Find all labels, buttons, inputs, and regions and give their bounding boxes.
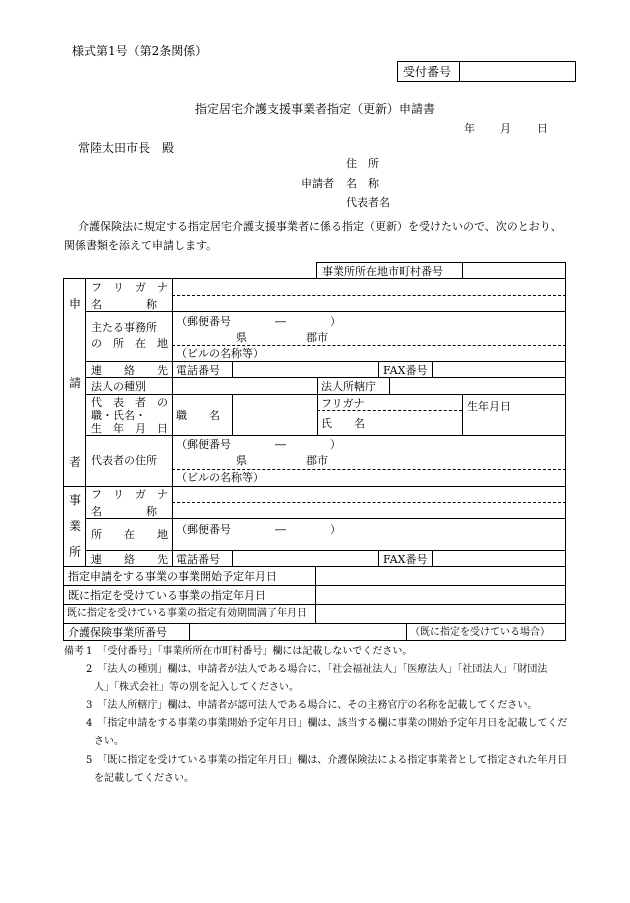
form-id: 様式第1号（第2条関係） — [72, 44, 208, 58]
note-2-cont: 人」「株式会社」等の別を記入してください。 — [94, 682, 299, 693]
date-month: 月 — [500, 122, 511, 135]
section-office-3: 所 — [69, 545, 82, 559]
furigana-label: フ リ ガ ナ — [91, 281, 168, 294]
office-furigana-field[interactable] — [173, 487, 565, 501]
note-5: 5 「既に指定を受けている事業の指定年月日」欄は、介護保険法による指定事業者として指定された年月日 — [86, 755, 568, 766]
rep-address-pref: 県 — [236, 454, 247, 467]
main-office-postal: （郵便番号 ― ） — [176, 315, 341, 328]
date-day: 日 — [537, 122, 548, 135]
note-3: 3 「法人所轄庁」欄は、申請者が認可法人である場合に、その主務官庁の名称を記載してください。 — [86, 700, 538, 711]
applicant-address-label: 住 所 — [346, 157, 379, 170]
insurance-note: （既に指定を受けている場合） — [410, 627, 550, 638]
phone-label: 電話番号 — [176, 364, 220, 377]
contact-label: 連 絡 先 — [91, 364, 168, 377]
note-4-cont: さい。 — [94, 736, 124, 747]
date-year: 年 — [464, 122, 475, 135]
office-furigana-label: フ リ ガ ナ — [91, 488, 168, 501]
insurance-number-field[interactable] — [190, 624, 405, 640]
office-phone-field[interactable] — [233, 551, 377, 565]
rep-address-building: （ビルの名称等） — [176, 471, 264, 484]
rep-address-label: 代表者の住所 — [91, 454, 157, 467]
rep-address-city: 郡市 — [306, 454, 328, 467]
rep-info-label-2: 職・氏名・ — [91, 409, 146, 422]
main-office-label-2: の 所 在 地 — [91, 337, 168, 350]
office-name-field[interactable] — [173, 503, 565, 517]
corp-authority-field[interactable] — [390, 378, 565, 393]
designated-date-label: 既に指定を受けている事業の指定年月日 — [68, 589, 266, 602]
municipal-code-label: 事業所所在地市町村番号 — [322, 265, 443, 278]
applicant-label: 申請者 — [301, 177, 334, 190]
position-label: 職 名 — [176, 409, 220, 422]
municipal-code-field[interactable] — [463, 263, 565, 278]
applicant-rep-label: 代表者名 — [346, 196, 390, 209]
receipt-label: 受付番号 — [403, 65, 452, 79]
office-phone-label: 電話番号 — [176, 553, 220, 566]
applicant-name-label: 名 称 — [346, 177, 379, 190]
designated-date-field[interactable] — [316, 586, 565, 603]
name-label: 名 称 — [91, 298, 157, 311]
applicant-name-field[interactable] — [173, 296, 565, 310]
office-contact-label: 連 絡 先 — [91, 553, 168, 566]
section-office-2: 業 — [69, 519, 82, 533]
office-fax-label: FAX番号 — [383, 553, 428, 566]
note-4: 4 「指定申請をする事業の事業開始予定年月日」欄は、該当する欄に事業の開始予定年月日を記載してくだ — [86, 718, 568, 729]
page-title: 指定居宅介護支援事業者指定（更新）申請書 — [195, 102, 436, 116]
main-office-building: （ビルの名称等） — [176, 347, 264, 360]
receipt-number-field[interactable] — [460, 62, 575, 81]
office-name-label: 名 称 — [91, 505, 157, 518]
office-fax-field[interactable] — [433, 551, 565, 565]
addressee: 常陸太田市長 殿 — [78, 141, 175, 155]
corp-authority-label: 法人所轄庁 — [321, 380, 376, 393]
intro-line-1: 介護保険法に規定する指定居宅介護支援事業者に係る指定（更新）を受けたいので、次のとおり、 — [78, 220, 562, 233]
start-date-field[interactable] — [316, 567, 565, 584]
main-office-city: 郡市 — [306, 331, 328, 344]
applicant-furigana-field[interactable] — [173, 279, 565, 294]
rep-info-label-3: 生 年 月 日 — [91, 422, 168, 435]
note-1: 1 「受付番号」「事業所所在市町村番号」欄には記載しないでください。 — [86, 646, 413, 657]
insurance-number-label: 介護保険事業所番号 — [68, 626, 167, 639]
start-date-label: 指定申請をする事業の事業開始予定年月日 — [68, 570, 277, 583]
expiry-date-field[interactable] — [316, 605, 565, 622]
office-location-label: 所 在 地 — [91, 528, 168, 541]
rep-name-label: 氏 名 — [321, 417, 365, 430]
fax-label: FAX番号 — [383, 364, 428, 377]
phone-field[interactable] — [233, 362, 377, 376]
position-field[interactable] — [233, 395, 316, 434]
expiry-date-label: 既に指定を受けている事業の指定有効期間満了年月日 — [67, 608, 307, 619]
section-applicant-3: 者 — [69, 455, 82, 469]
rep-info-label-1: 代 表 者 の — [91, 396, 168, 409]
notes-label: 備考 — [64, 646, 84, 657]
corp-type-label: 法人の種別 — [91, 380, 146, 393]
corp-type-field[interactable] — [173, 378, 316, 393]
section-office-1: 事 — [69, 493, 82, 507]
rep-address-postal: （郵便番号 ― ） — [176, 438, 341, 451]
section-applicant-2: 請 — [69, 376, 82, 390]
note-2: 2 「法人の種別」欄は、申請者が法人である場合に、「社会福祉法人」「医療法人」「社団法人」「財団法 — [86, 664, 548, 675]
main-office-label-1: 主たる事務所 — [91, 321, 157, 334]
intro-line-2: 関係書類を添えて申請します。 — [64, 239, 218, 252]
rep-furigana-label: フリガナ — [321, 397, 365, 410]
fax-field[interactable] — [433, 362, 565, 376]
office-postal: （郵便番号 ― ） — [176, 523, 341, 536]
birthdate-label: 生年月日 — [467, 400, 511, 413]
note-5-cont: を記載してください。 — [94, 773, 194, 784]
main-office-pref: 県 — [236, 331, 247, 344]
section-applicant-1: 申 — [69, 297, 82, 311]
